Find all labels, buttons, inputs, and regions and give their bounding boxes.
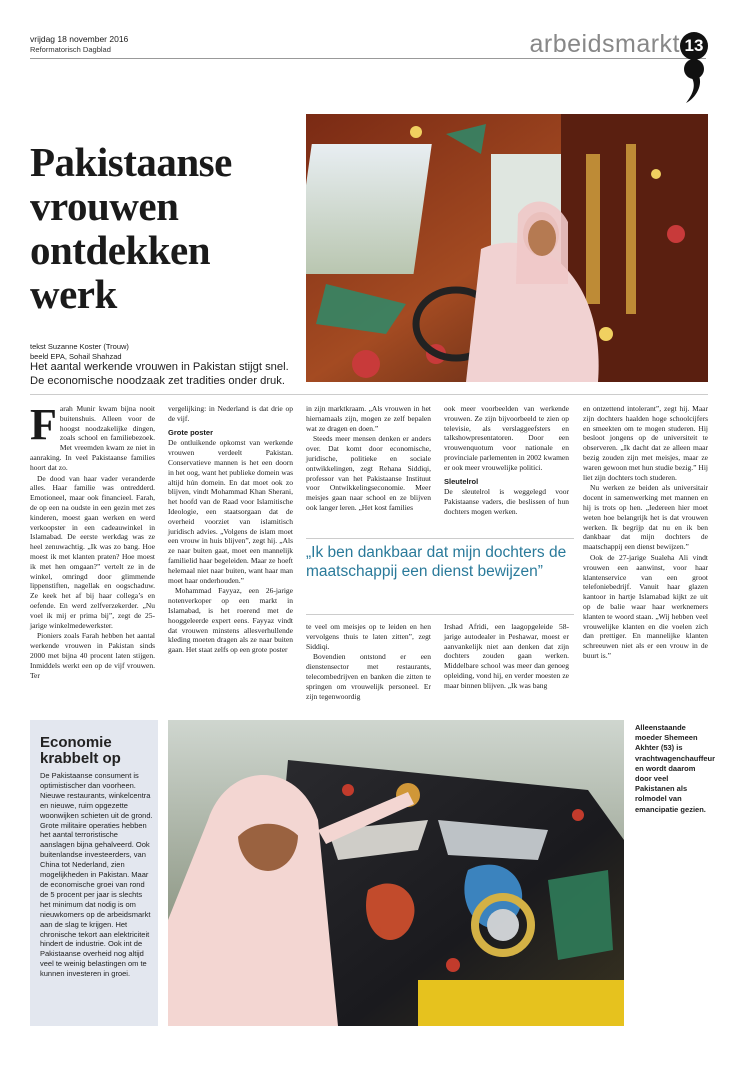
quote-divider-top [306, 538, 574, 539]
paragraph: De dood van haar vader veranderde alles. Haar familie was ontredderd. Emotioneel, maar ook financieel. Farah, de op een na oudste in een gezin met zes kinderen, moest gaan werken en werd verkoopster in een cadeauwinkel in Islamabad. De eerste werkdag was ze heel zenuwachtig. „Ik was zo bang. Hoe moest ik met klanten praten? Hoe moest ik met hen omgaan?” vertelt ze in de winkel, omringd door glimmende lippenstiften, nagellak en oogschaduw. Ze keek het af bij haar collega’s en oefende. En werd zelfverzekerder. „Nu voel ik mij er prima bij”, zegt de 25-jarige winkelmedewerkster. [30, 473, 155, 630]
newspaper-name: Reformatorisch Dagblad [30, 45, 111, 54]
lead-line: Het aantal werkende vrouwen in Pakistan stijgt snel. [30, 361, 289, 373]
image-credit: beeld EPA, Sohail Shahzad [30, 352, 122, 361]
article-column-5 [583, 404, 708, 662]
subheading: Grote poster [168, 427, 214, 437]
headline [30, 140, 300, 316]
paragraph: Steeds meer mensen denken er anders over. Dat komt door economische, juridische, politieke en sociale ontwikkelingen, zegt Rehana Siddiqi, professor van het Pakistaanse Instituut voor Ontwikkelingseconomie. Meer meisjes gaan naar school en ze blijven ook langer leren. „Het kost families [306, 434, 431, 512]
lead-paragraph [30, 360, 300, 388]
paragraph: Pioniers zoals Farah hebben het aantal werkende vrouwen in Pakistan sinds 2000 met bijna 40 procent laten stijgen. Inmiddels werkt een op de vijf vrouwen. Ter [30, 631, 155, 680]
drop-cap: F [30, 400, 57, 449]
credits [30, 342, 129, 362]
article-column-4-top [444, 404, 569, 518]
paragraph: te veel om meisjes op te leiden en hen vervolgens thuis te laten zitten”, zegt Siddiqi. [306, 622, 431, 651]
page-number-badge: 13 [680, 32, 708, 60]
photo-caption: Alleenstaande moeder Shemeen Akhter (53) is vrachtwagenchauffeur en wordt daarom door veel Pakistanen als rolmodel van emancipatie gezien. [635, 723, 716, 814]
paragraph: vergelijking: in Nederland is dat drie op de vijf. [168, 404, 293, 423]
issue-date: vrijdag 18 november 2016 [30, 34, 129, 44]
sidebar-text: De Pakistaanse consument is optimistischer dan voorheen. Nieuwe restaurants, winkelcentra en nieuwe, ruim opgezette woonwijken schieten uit de grond. Grote militaire operaties hebben het aantal terroristische aanslagen bijna gehalveerd. Ook buitenlandse investeerders, van China tot Nederland, zien mogelijkheden in Pakistan. Maar de economische groei van rond de 5 procent per jaar is slechts het minimum dat nodig is om nieuwkomers op de arbeidsmarkt aan de slag te krijgen. Het chronische tekort aan elektriciteit hindert de industrie. Ook int de Pakistaanse overheid nog altijd veel te weinig belastingen om te kunnen investeren in groei. [40, 771, 153, 979]
sidebar-title-line: Economie [40, 734, 112, 751]
paragraph: Bovendien ontstond er een dienstensector met restaurants, telecombedrijven en banken die zitten te springen om vrouwelijk personeel. Er zijn tegenwoordig [306, 652, 431, 701]
article-column-4-bottom [444, 622, 569, 692]
subheading: Sleutelrol [444, 476, 479, 486]
paragraph: De sleutelrol is weggelegd voor Pakistaanse vaders, die beslissen of hun dochters mogen werken. [444, 487, 569, 516]
photo-truck-cab [306, 114, 708, 382]
paragraph [30, 400, 155, 473]
paragraph: Nu werken ze beiden als universitair docent in samenwerking met mannen en hij is trots op hen. „Iedereen hier moet weten hoe belangrijk het is dat vrouwen werken. Ik begrijp dat nu en ik ben dankbaar dat mijn dochters de maatschappij een dienst bewijzen.” [583, 483, 708, 552]
quote-divider-bottom [306, 614, 574, 615]
paragraph: Mohammad Fayyaz, een 26-jarige notenverkoper op een markt in Islamabad, is het roerend met de hooggeleerde expert eens. Fayyaz vindt dat vrouwen minstens allesverhullende kleding moeten dragen als ze naar buiten gaan. Het staat zelfs op een grote poster [168, 586, 293, 655]
paragraph: Irshad Afridi, een laagopgeleide 58-jarige autodealer in Peshawar, moest er aanvankelijk niet aan denken dat zijn dochters zouden gaan werken. Middelbare school was meer dan genoeg opleiding, vond hij, en verder moesten ze maar binnen blijven. „Ik was bang [444, 622, 569, 690]
paragraph-text: arah Munir kwam bijna nooit buitenshuis. Alleen voor de hoogst noodzakelijke dingen, zoals school en familiebezoek. Met vreemden kwam ze niet in aanraking. In veel Pakistaanse families hoort dat zo. [30, 404, 155, 472]
paragraph: en ontzettend intolerant”, zegt hij. Maar zijn dochters haalden hoge schoolcijfers en smeekten om te mogen studeren. Hij besloot jongens op de universiteit te observeren. „Ik dacht dat ze alleen maar bezig zouden zijn met meisjes, maar ze waren gewoon met hun studie bezig.” Hij liet zijn dochters toch studeren. [583, 404, 708, 482]
woman-truck-illustration [168, 720, 624, 1026]
paragraph: in zijn marktkraam. „Als vrouwen in het hiernamaals zijn, mogen ze zelf bepalen wat ze dragen en doen.” [306, 404, 431, 433]
headline-line: Pakistaanse [30, 139, 232, 185]
paragraph: Ook de 27-jarige Sualeha Ali vindt vrouwen een aanwinst, voor haar klantenservice van een groot telefoniebedrijf. Vanuit haar glazen kantoor in hartje Islamabad kijkt ze uit op de balie waar haar werknemers klanten te woord staan. „Wij hebben veel vrouwelijke klanten en die voelen zich dan prettiger. En mannelijke klanten schreeuwen niet als er een vrouw in de buurt is.” [583, 552, 708, 660]
article-column-1 [30, 400, 155, 681]
article-column-3-bottom [306, 622, 431, 702]
sidebar-title [40, 735, 152, 766]
pull-quote: „Ik ben dankbaar dat mijn dochters de maatschappij een dienst bewijzen” [306, 544, 567, 580]
comma-logo-icon [684, 58, 704, 104]
text-credit: tekst Suzanne Koster (Trouw) [30, 342, 129, 351]
lead-line: De economische noodzaak zet tradities onder druk. [30, 375, 285, 387]
sidebar-title-line: krabbelt op [40, 749, 121, 767]
headline-line: ontdekken [30, 227, 211, 273]
paragraph: ook meer voorbeelden van werkende vrouwen. Ze zijn bijvoorbeeld te zien op televisie, als verslaggeefsters en talkshowpresentatoren. Door een vrouwenquotum voor nationale en provinciale parlementen in 2002 kwamen er ook meer vrouwelijke politici. [444, 404, 569, 472]
article-column-2 [168, 404, 293, 656]
headline-line: werk [30, 271, 117, 317]
photo-woman-truck [168, 720, 624, 1026]
paragraph: De ontluikende opkomst van werkende vrouwen verdeelt Pakistan. Conservatieve mannen is het een doorn in het oog, want het publieke domein was altijd hún domein. En dat moet ook zo blijven, vindt Mohammad Khan Sherani, het hoofd van de Raad voor Islamitische Ideologie, een staatsorgaan dat de overheid voorziet van islamitisch juridisch advies. „Volgens de islam moet een vrouw in huis blijven”, zegt hij. „Als ze naar buiten gaat, moet een mannelijk familielid haar begeleiden. Maar ze hoeft helemaal niet naar buiten, want haar man moet haar onderhouden.” [168, 438, 293, 585]
section-title: arbeidsmarkt [529, 30, 680, 58]
article-divider [30, 394, 708, 395]
article-column-3-top [306, 404, 431, 514]
truck-cab-illustration [306, 114, 708, 382]
headline-line: vrouwen [30, 183, 179, 229]
